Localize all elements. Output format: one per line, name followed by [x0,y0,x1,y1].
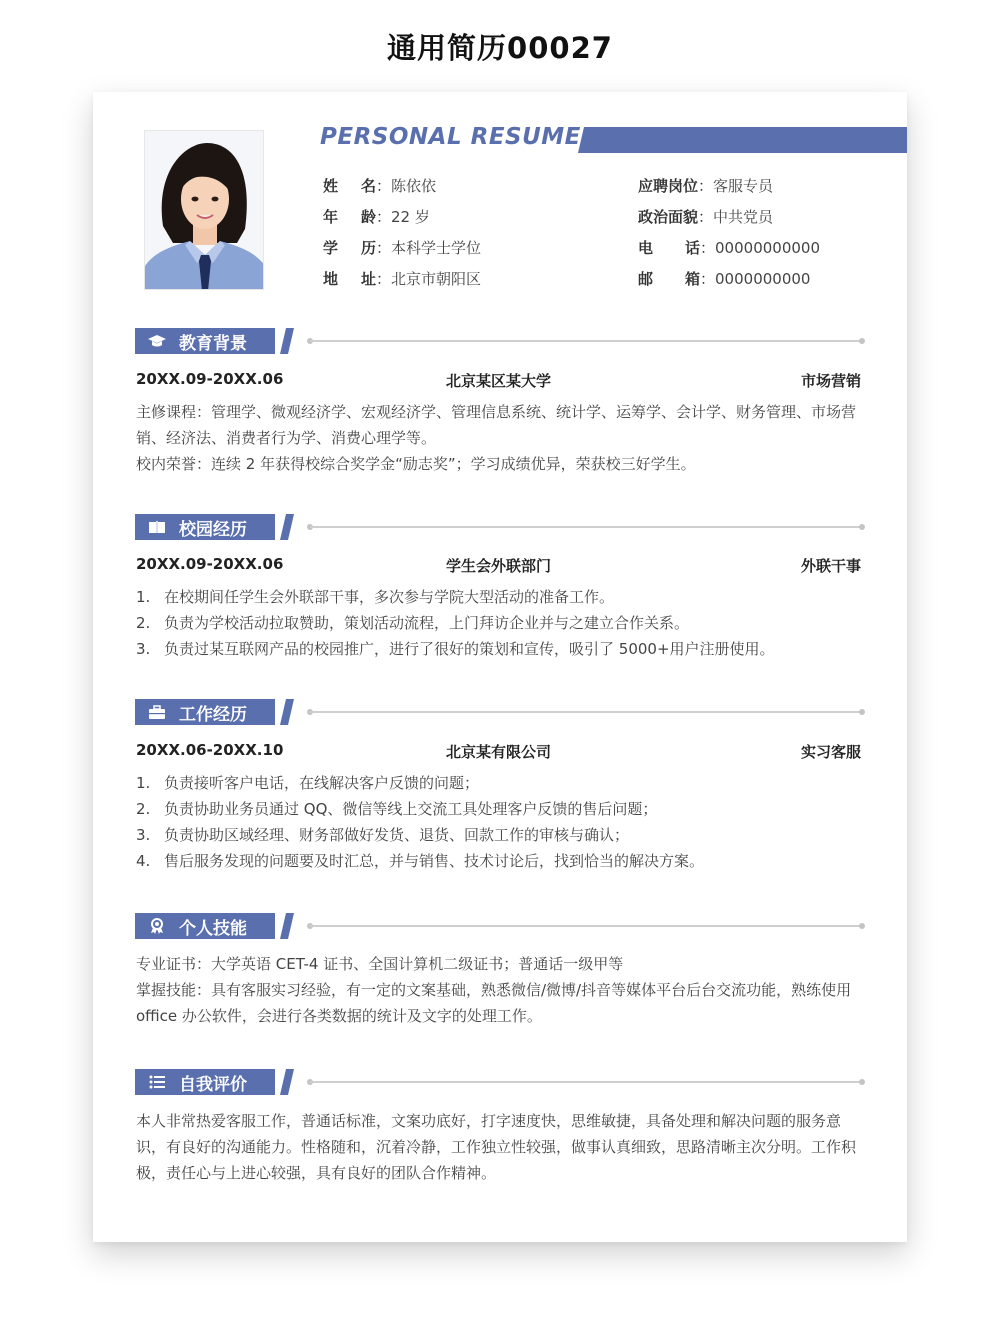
section-divider [310,711,863,713]
section-header-campus [135,513,865,541]
info-value: 陈依依 [391,177,437,195]
campus-entry [136,555,861,577]
info-label: 政治面貌 [638,208,699,226]
entry-date: 20XX.09-20XX.06 [136,555,284,573]
title-accent-bar [578,127,907,153]
education-details [136,399,866,477]
entry-org: 北京某区某大学 [445,372,551,390]
skills-abilities: 掌握技能：具有客服实习经验，有一定的文案基础，熟悉微信/微博/抖音等媒体平台后台交流功能，熟练使用 office 办公软件，会进行各类数据的统计及文字的处理工作。 [136,981,852,1025]
campus-list [136,584,866,662]
info-phone: 电话：00000000000 [638,239,820,257]
entry-role: 外联干事 [800,557,861,575]
section-divider [310,1081,863,1083]
info-political-status: 政治面貌：中共党员 [638,208,774,226]
info-label: 学历 [323,239,376,257]
section-header-work [135,698,865,726]
list-item: 2. 负责为学校活动拉取赞助，策划活动流程，上门拜访企业并与之建立合作关系。 [136,614,690,632]
entry-date: 20XX.06-20XX.10 [136,741,284,759]
profile-photo [144,130,264,290]
section-title: 个人技能 [179,918,247,939]
graduation-cap-icon [135,334,179,348]
entry-org: 北京某有限公司 [445,743,551,761]
list-item: 1. 负责接听客户电话，在线解决客户反馈的问题； [136,774,480,792]
section-divider [310,526,863,528]
work-list [136,770,866,874]
info-value: 0000000000 [715,270,811,288]
info-education: 学历：本科学士学位 [323,239,482,257]
entry-org: 学生会外联部门 [445,557,551,575]
award-icon [135,918,179,934]
info-value: 中共党员 [713,208,774,226]
info-value: 22 岁 [391,208,430,226]
resume-paper [93,92,907,1242]
book-icon [135,520,179,534]
info-address: 地址：北京市朝阳区 [323,270,482,288]
skills-details [136,951,866,1029]
info-label: 应聘岗位 [638,177,699,195]
education-entry [136,370,861,392]
info-age: 年龄：22 岁 [323,208,430,226]
list-item: 3. 负责协助区域经理、财务部做好发货、退货、回款工作的审核与确认； [136,826,630,844]
info-label: 电话 [638,239,700,257]
list-item: 2. 负责协助业务员通过 QQ、微信等线上交流工具处理客户反馈的售后问题； [136,800,658,818]
info-label: 邮箱 [638,270,700,288]
info-label: 地址 [323,270,376,288]
section-title: 工作经历 [179,704,247,725]
resume-title: PERSONAL RESUME [320,124,581,150]
work-entry [136,741,861,763]
info-value: 客服专员 [713,177,774,195]
entry-date: 20XX.09-20XX.06 [136,370,284,388]
info-label: 姓名 [323,177,376,195]
section-title: 教育背景 [179,333,247,354]
self-evaluation-text: 本人非常热爱客服工作，普通话标准，文案功底好，打字速度快，思维敏捷，具备处理和解决问题的服务意识，有良好的沟通能力。性格随和，沉着冷静，工作独立性较强，做事认真细致，思路清晰主次分明。工作积极，责任心与上进心较强，具有良好的团队合作精神。 [136,1112,857,1182]
briefcase-icon [135,705,179,720]
info-value: 00000000000 [715,239,820,257]
section-title: 自我评价 [179,1074,247,1095]
education-courses: 主修课程：管理学、微观经济学、宏观经济学、管理信息系统、统计学、运筹学、会计学、财务管理、市场营销、经济法、消费者行为学、消费心理学等。 [136,403,857,447]
info-value: 北京市朝阳区 [391,270,482,288]
info-email: 邮箱：0000000000 [638,270,811,288]
entry-role: 实习客服 [800,743,861,761]
section-divider [310,925,863,927]
education-honors: 校内荣誉：连续 2 年获得校综合奖学金“励志奖”；学习成绩优异，荣获校三好学生。 [136,455,696,473]
page-title: 通用简历00027 [387,31,613,65]
info-position: 应聘岗位：客服专员 [638,177,774,195]
list-item: 4. 售后服务发现的问题要及时汇总，并与销售、技术讨论后，找到恰当的解决方案。 [136,852,705,870]
list-icon [135,1075,179,1089]
info-value: 本科学士学位 [391,239,482,257]
list-item: 3. 负责过某互联网产品的校园推广，进行了很好的策划和宣传，吸引了 5000+用户注册使用。 [136,640,775,658]
section-header-self-evaluation [135,1068,865,1096]
section-title: 校园经历 [179,519,247,540]
skills-certificates: 专业证书：大学英语 CET-4 证书、全国计算机二级证书；普通话一级甲等 [136,955,624,973]
info-name: 姓名：陈依依 [323,177,437,195]
entry-role: 市场营销 [800,372,861,390]
section-divider [310,340,863,342]
list-item: 1. 在校期间任学生会外联部干事，多次参与学院大型活动的准备工作。 [136,588,615,606]
section-header-skills [135,912,865,940]
section-header-education [135,327,865,355]
info-label: 年龄 [323,208,376,226]
